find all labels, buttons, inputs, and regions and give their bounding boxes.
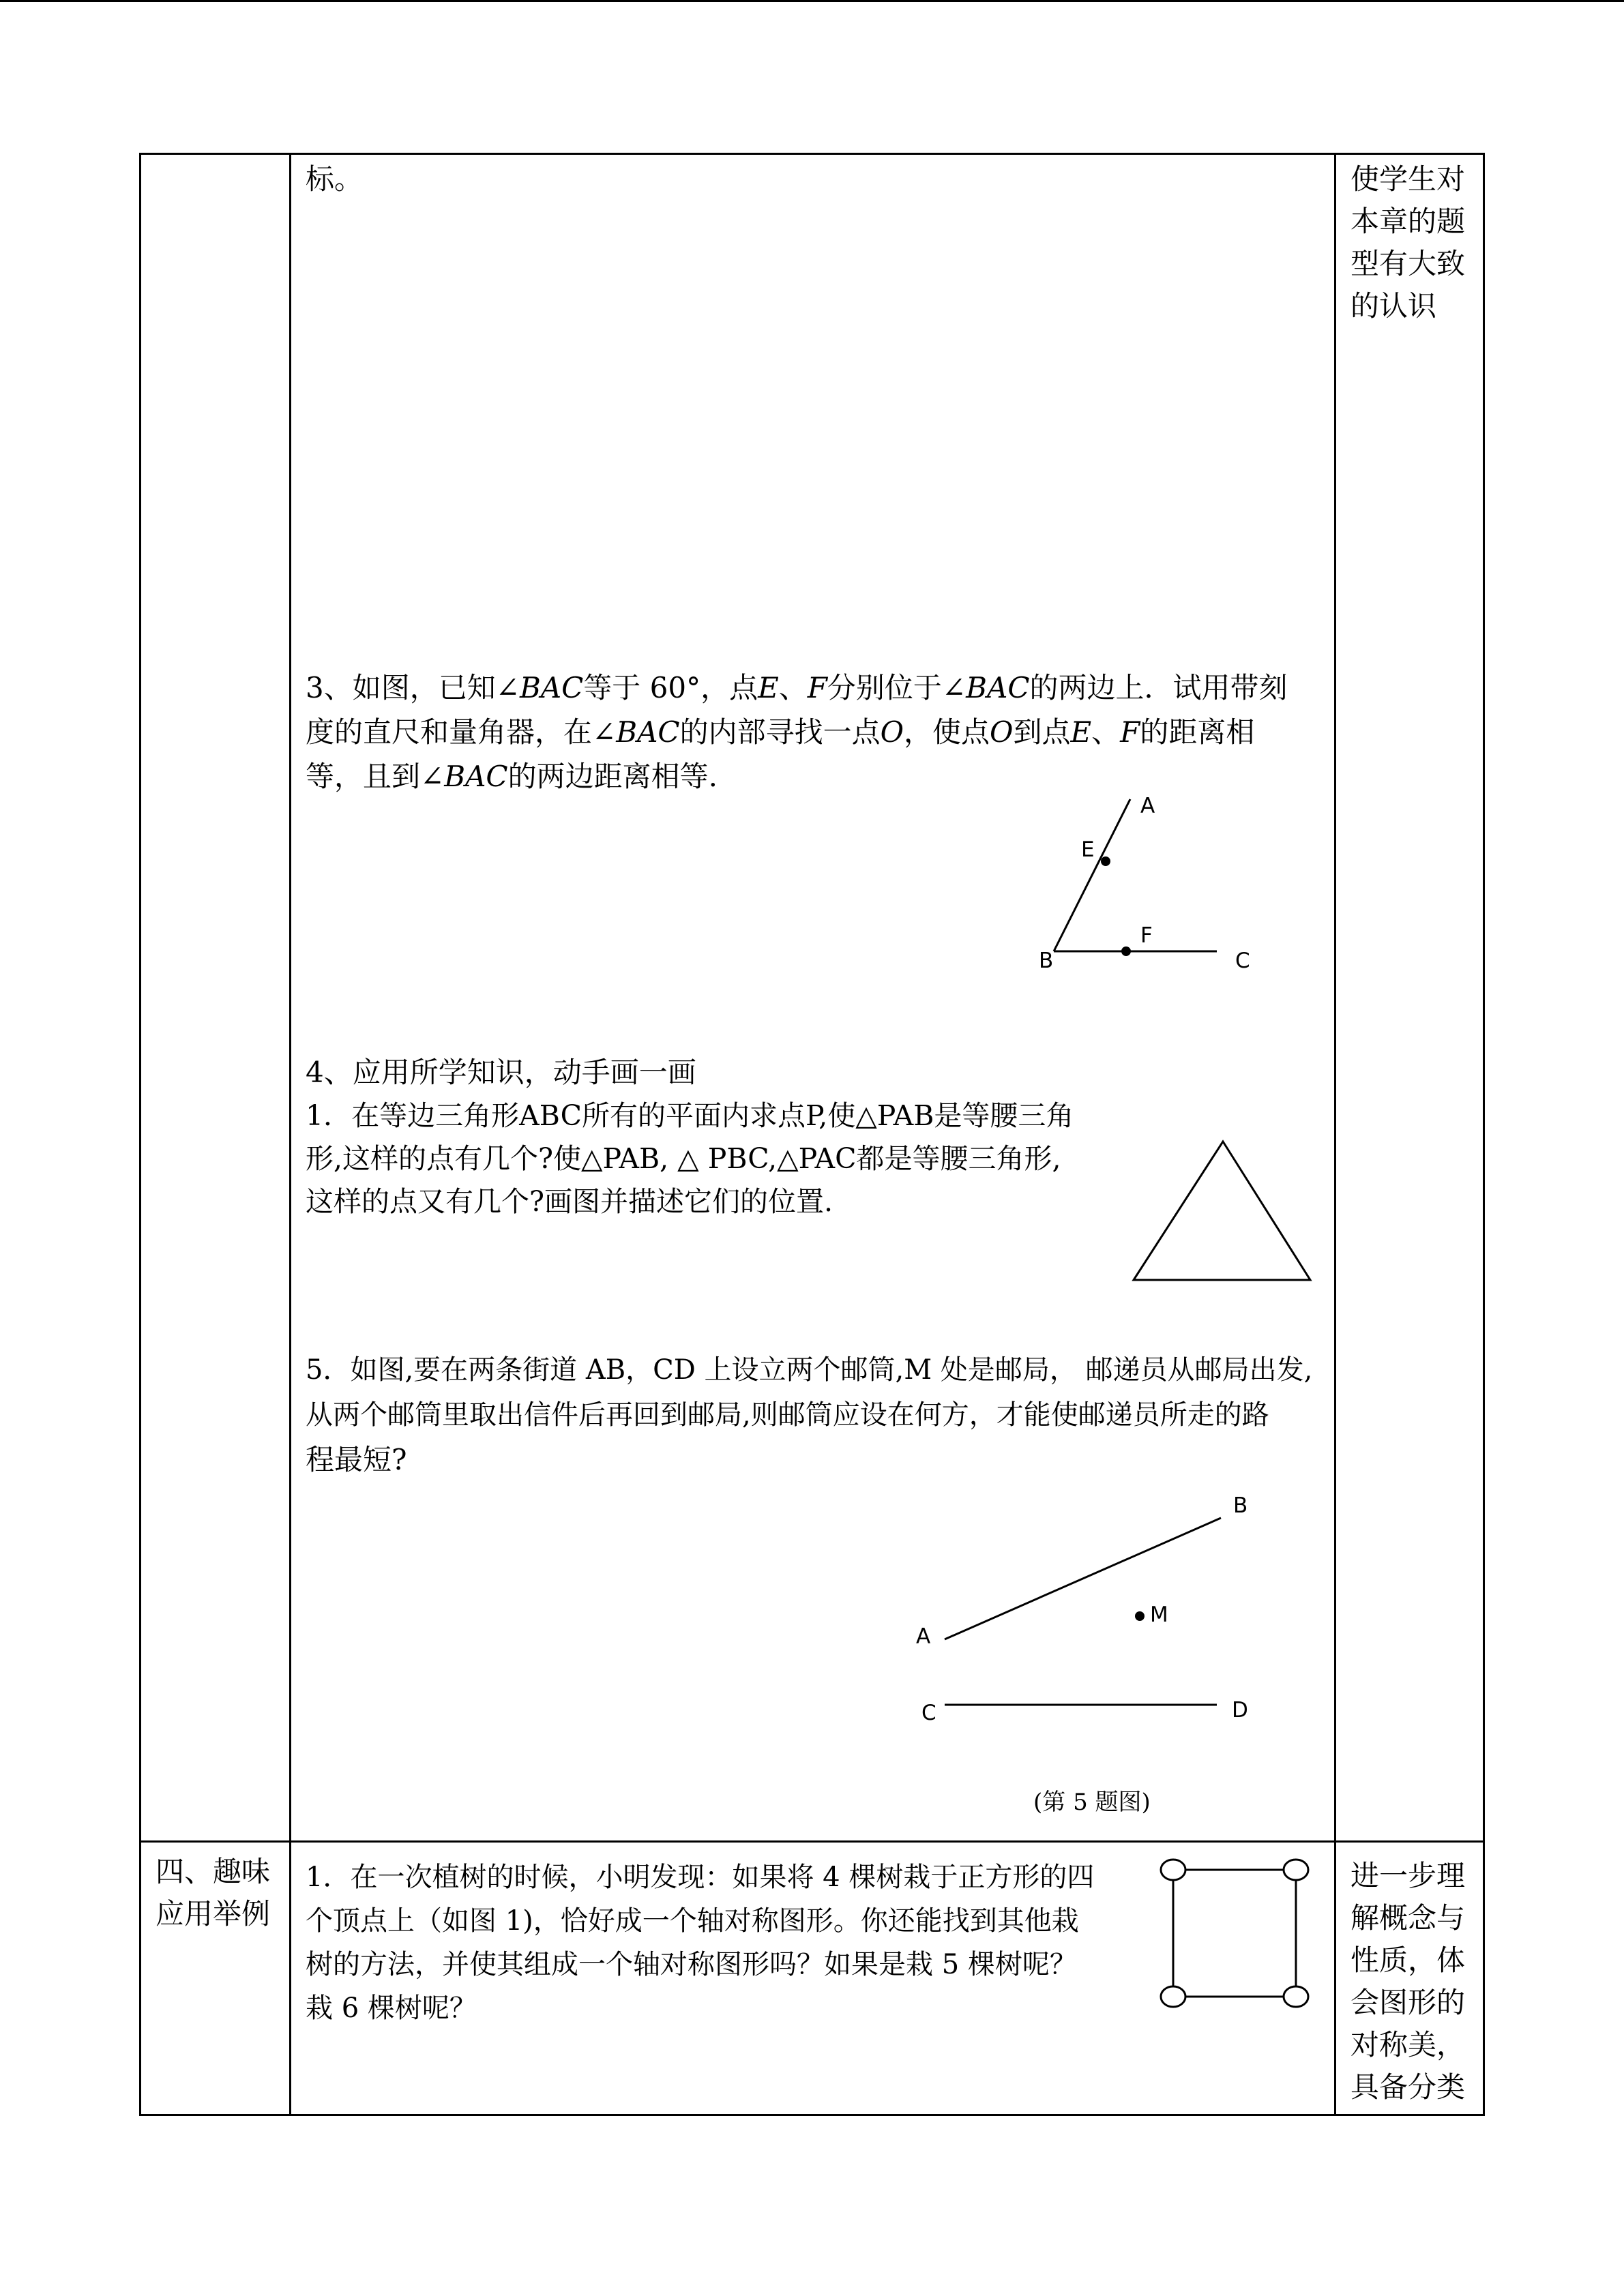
tree-circle (1284, 1986, 1308, 2007)
q3-text: 3、如图，已知 (306, 671, 496, 704)
fig3-label-a: A (1140, 794, 1155, 818)
q5-line-1: 5．如图,要在两条街道 AB，CD 上设立两个邮筒,M 处是邮局， 邮递员从邮局出发, (306, 1354, 1313, 1386)
tree-question-line-2: 个顶点上（如图 1)，恰好成一个轴对称图形。你还能找到其他栽 (306, 1905, 1079, 1937)
angle-name: BAC (616, 715, 680, 749)
fig3-label-c: C (1235, 949, 1250, 973)
fig5-street-ab (945, 1518, 1221, 1639)
q3-text: 的两边距离相等. (507, 760, 718, 793)
separator: 、 (1091, 715, 1121, 749)
tree-circle (1161, 1860, 1185, 1880)
q3-text: 的两边上．试用带刻 (1029, 671, 1288, 704)
content-continuation: 标。 (306, 162, 364, 196)
angle-symbol: ∠ (592, 715, 617, 749)
fig3-label-e: E (1081, 837, 1095, 862)
angle-symbol: ∠ (941, 671, 966, 704)
fig3-label-b: B (1039, 949, 1054, 973)
angle-name: BAC (519, 671, 584, 704)
fig4-triangle (1134, 1142, 1310, 1280)
angle-symbol: ∠ (420, 760, 445, 793)
separator: 、 (778, 671, 808, 704)
angle-symbol: ∠ (495, 671, 520, 704)
q3-text: 等于 60°，点 (583, 671, 758, 704)
point-o: O (880, 715, 904, 749)
point-e: E (1070, 715, 1092, 749)
fig5-point-m (1135, 1611, 1145, 1621)
row1-side-note: 使学生对 本章的题 型有大致 的认识 (1350, 162, 1466, 323)
fig5-label-m: M (1150, 1602, 1168, 1627)
fig5-label-d: D (1232, 1698, 1248, 1723)
fig5-caption: (第 5 题图) (1033, 1789, 1151, 1816)
fig5-label-b: B (1233, 1493, 1248, 1518)
fig3-ray-ba (1054, 799, 1130, 951)
angle-name: BAC (444, 760, 508, 793)
tree-circle (1284, 1860, 1308, 1880)
tree-question-line-3: 树的方法，并使其组成一个轴对称图形吗？如果是栽 5 棵树呢？ (306, 1949, 1077, 1980)
section-label: 四、趣味 应用举例 (156, 1855, 271, 1930)
q3-text: 等，且到 (306, 760, 421, 793)
point-o: O (990, 715, 1014, 749)
tree-question-line-1: 1．在一次植树的时候，小明发现：如果将 4 棵树栽于正方形的四 (306, 1862, 1095, 1893)
q4-line-2: 形,这样的点有几个?使△PAB, △ PBC,△PAC都是等腰三角形, (306, 1142, 1061, 1175)
fig3-label-f: F (1140, 923, 1153, 948)
point-e: E (758, 671, 779, 704)
fig5-label-a: A (916, 1624, 931, 1649)
q5-line-2: 从两个邮筒里取出信件后再回到邮局,则邮筒应设在何方，才能使邮递员所走的路 (306, 1399, 1269, 1431)
fig5-label-c: C (921, 1701, 936, 1725)
tree-question-line-4: 栽 6 棵树呢？ (306, 1993, 477, 2024)
q3-text: 度的直尺和量角器，在 (306, 715, 593, 749)
q3-text: 的距离相 (1140, 715, 1255, 749)
q3-text: ，使点 (904, 715, 990, 749)
point-f: F (807, 671, 827, 704)
fig3-point-e (1101, 856, 1110, 866)
q4-line-3: 这样的点又有几个?画图并描述它们的位置. (306, 1185, 833, 1218)
tree-square (1173, 1870, 1296, 1997)
q3-text: 的内部寻找一点 (679, 715, 881, 749)
angle-name: BAC (966, 671, 1030, 704)
q3-text: 到点 (1013, 715, 1071, 749)
tree-circle (1161, 1986, 1185, 2007)
fig3-point-f (1121, 946, 1131, 956)
q4-title: 4、应用所学知识，动手画一画 (306, 1056, 696, 1089)
q4-line-1: 1．在等边三角形ABC所有的平面内求点P,使△PAB是等腰三角 (306, 1099, 1074, 1132)
q3-text: 分别位于 (827, 671, 942, 704)
q5-line-3: 程最短? (306, 1443, 407, 1476)
row2-side-note: 进一步理 解概念与 性质，体 会图形的 对称美， 具备分类 (1350, 1859, 1466, 2104)
point-f: F (1120, 715, 1140, 749)
